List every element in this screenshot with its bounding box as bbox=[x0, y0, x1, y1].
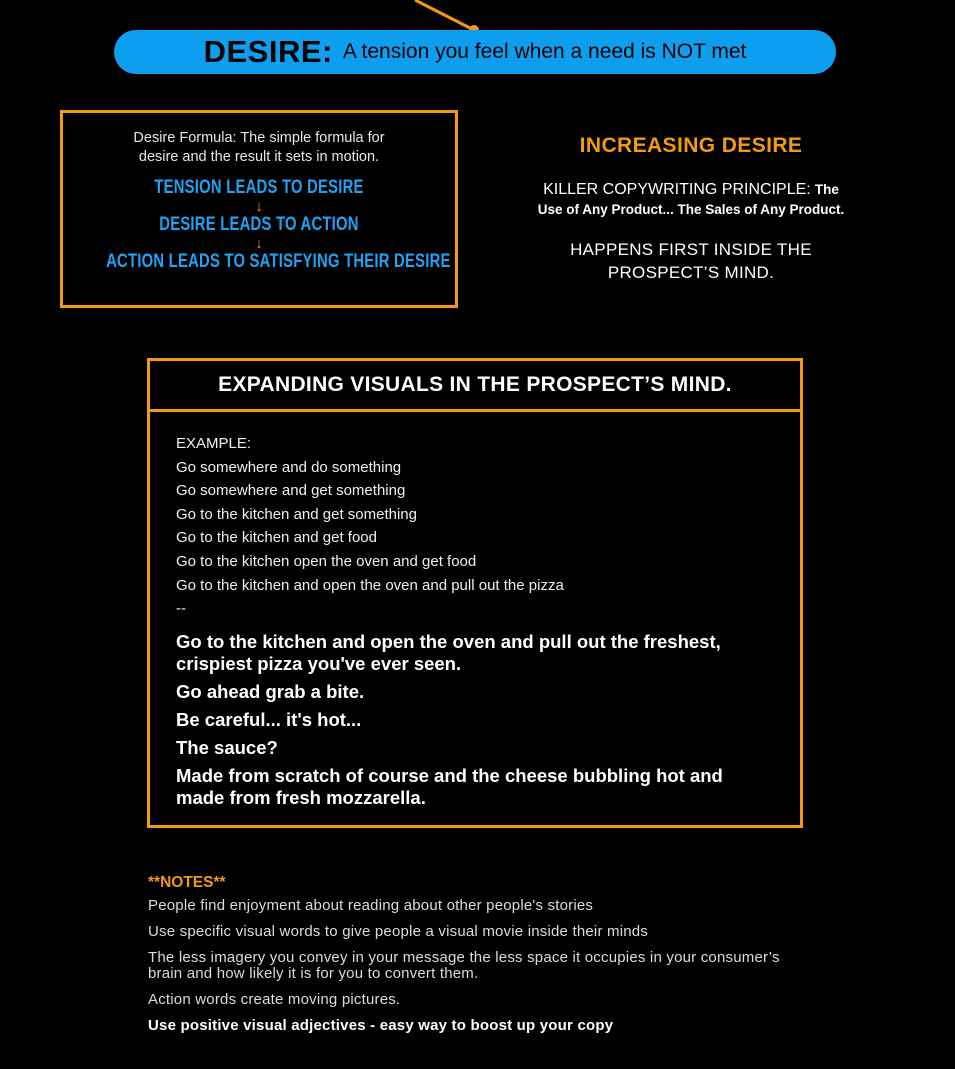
expanding-visuals-heading: EXPANDING VISUALS IN THE PROSPECT’S MIND. bbox=[150, 361, 800, 412]
note-line: Use specific visual words to give people a visual movie inside their minds bbox=[148, 923, 649, 940]
formula-step-3: ACTION LEADS TO SATISFYING THEIR DESIRE bbox=[106, 251, 451, 272]
example-line: Go somewhere and do something bbox=[176, 458, 402, 476]
increasing-desire-section bbox=[492, 134, 890, 284]
notes-section bbox=[148, 874, 808, 1034]
example-bold-line: Go to the kitchen and open the oven and pull out the freshest, crispiest pizza you've ever seen. bbox=[176, 630, 721, 674]
example-label: EXAMPLE: bbox=[176, 435, 252, 452]
formula-step-2: DESIRE LEADS TO ACTION bbox=[159, 214, 359, 235]
example-line: Go somewhere and get something bbox=[176, 482, 406, 500]
principle-lead: KILLER COPYWRITING PRINCIPLE: bbox=[543, 181, 811, 198]
happens-line-1: HAPPENS FIRST INSIDE THE bbox=[570, 240, 812, 259]
example-separator: -- bbox=[176, 600, 186, 618]
example-bold-line: Go ahead grab a bite. bbox=[176, 680, 365, 702]
desire-keyword: DESIRE: bbox=[203, 34, 333, 69]
desire-formula-box bbox=[60, 110, 458, 308]
example-bold-line: The sauce? bbox=[176, 736, 278, 758]
formula-intro-line2: desire and the result it sets in motion. bbox=[138, 149, 380, 165]
expanding-visuals-box bbox=[147, 358, 803, 828]
example-line: Go to the kitchen and get something bbox=[176, 505, 417, 523]
desire-definition-banner bbox=[114, 30, 836, 74]
note-line: People find enjoyment about reading about other people's stories bbox=[148, 897, 594, 914]
arrow-down-icon: ↓ bbox=[255, 235, 263, 252]
arrow-down-icon: ↓ bbox=[255, 198, 263, 215]
happens-line-2: PROSPECT’S MIND. bbox=[607, 263, 775, 282]
copywriting-principle bbox=[492, 180, 890, 220]
example-line: Go to the kitchen open the oven and get food bbox=[176, 552, 477, 570]
example-bold-line: Made from scratch of course and the cheese bubbling hot and made from fresh mozzarella. bbox=[176, 764, 723, 808]
expanding-visuals-body bbox=[150, 412, 800, 809]
example-line: Go to the kitchen and open the oven and pull out the pizza bbox=[176, 576, 564, 594]
formula-intro-line1: Desire Formula: The simple formula for bbox=[133, 130, 385, 146]
formula-step-1: TENSION LEADS TO DESIRE bbox=[154, 177, 364, 198]
note-strong-line: Use positive visual adjectives - easy way to boost up your copy bbox=[148, 1017, 614, 1034]
principle-rest-1: The bbox=[814, 182, 839, 197]
note-line: Action words create moving pictures. bbox=[148, 991, 401, 1008]
happens-first-text bbox=[492, 238, 890, 284]
formula-intro bbox=[63, 129, 455, 167]
desire-definition: A tension you feel when a need is NOT met bbox=[342, 40, 747, 63]
example-line: Go to the kitchen and get food bbox=[176, 529, 377, 547]
notes-title: **NOTES** bbox=[148, 874, 226, 891]
principle-rest-2: Use of Any Product... The Sales of Any Product. bbox=[537, 202, 845, 217]
increasing-desire-heading: INCREASING DESIRE bbox=[579, 134, 803, 157]
example-bold-line: Be careful... it's hot... bbox=[176, 708, 362, 730]
note-line: The less imagery you convey in your message the less space it occupies in your consumer’s brain and how likely it is for you to convert them. bbox=[148, 949, 780, 982]
